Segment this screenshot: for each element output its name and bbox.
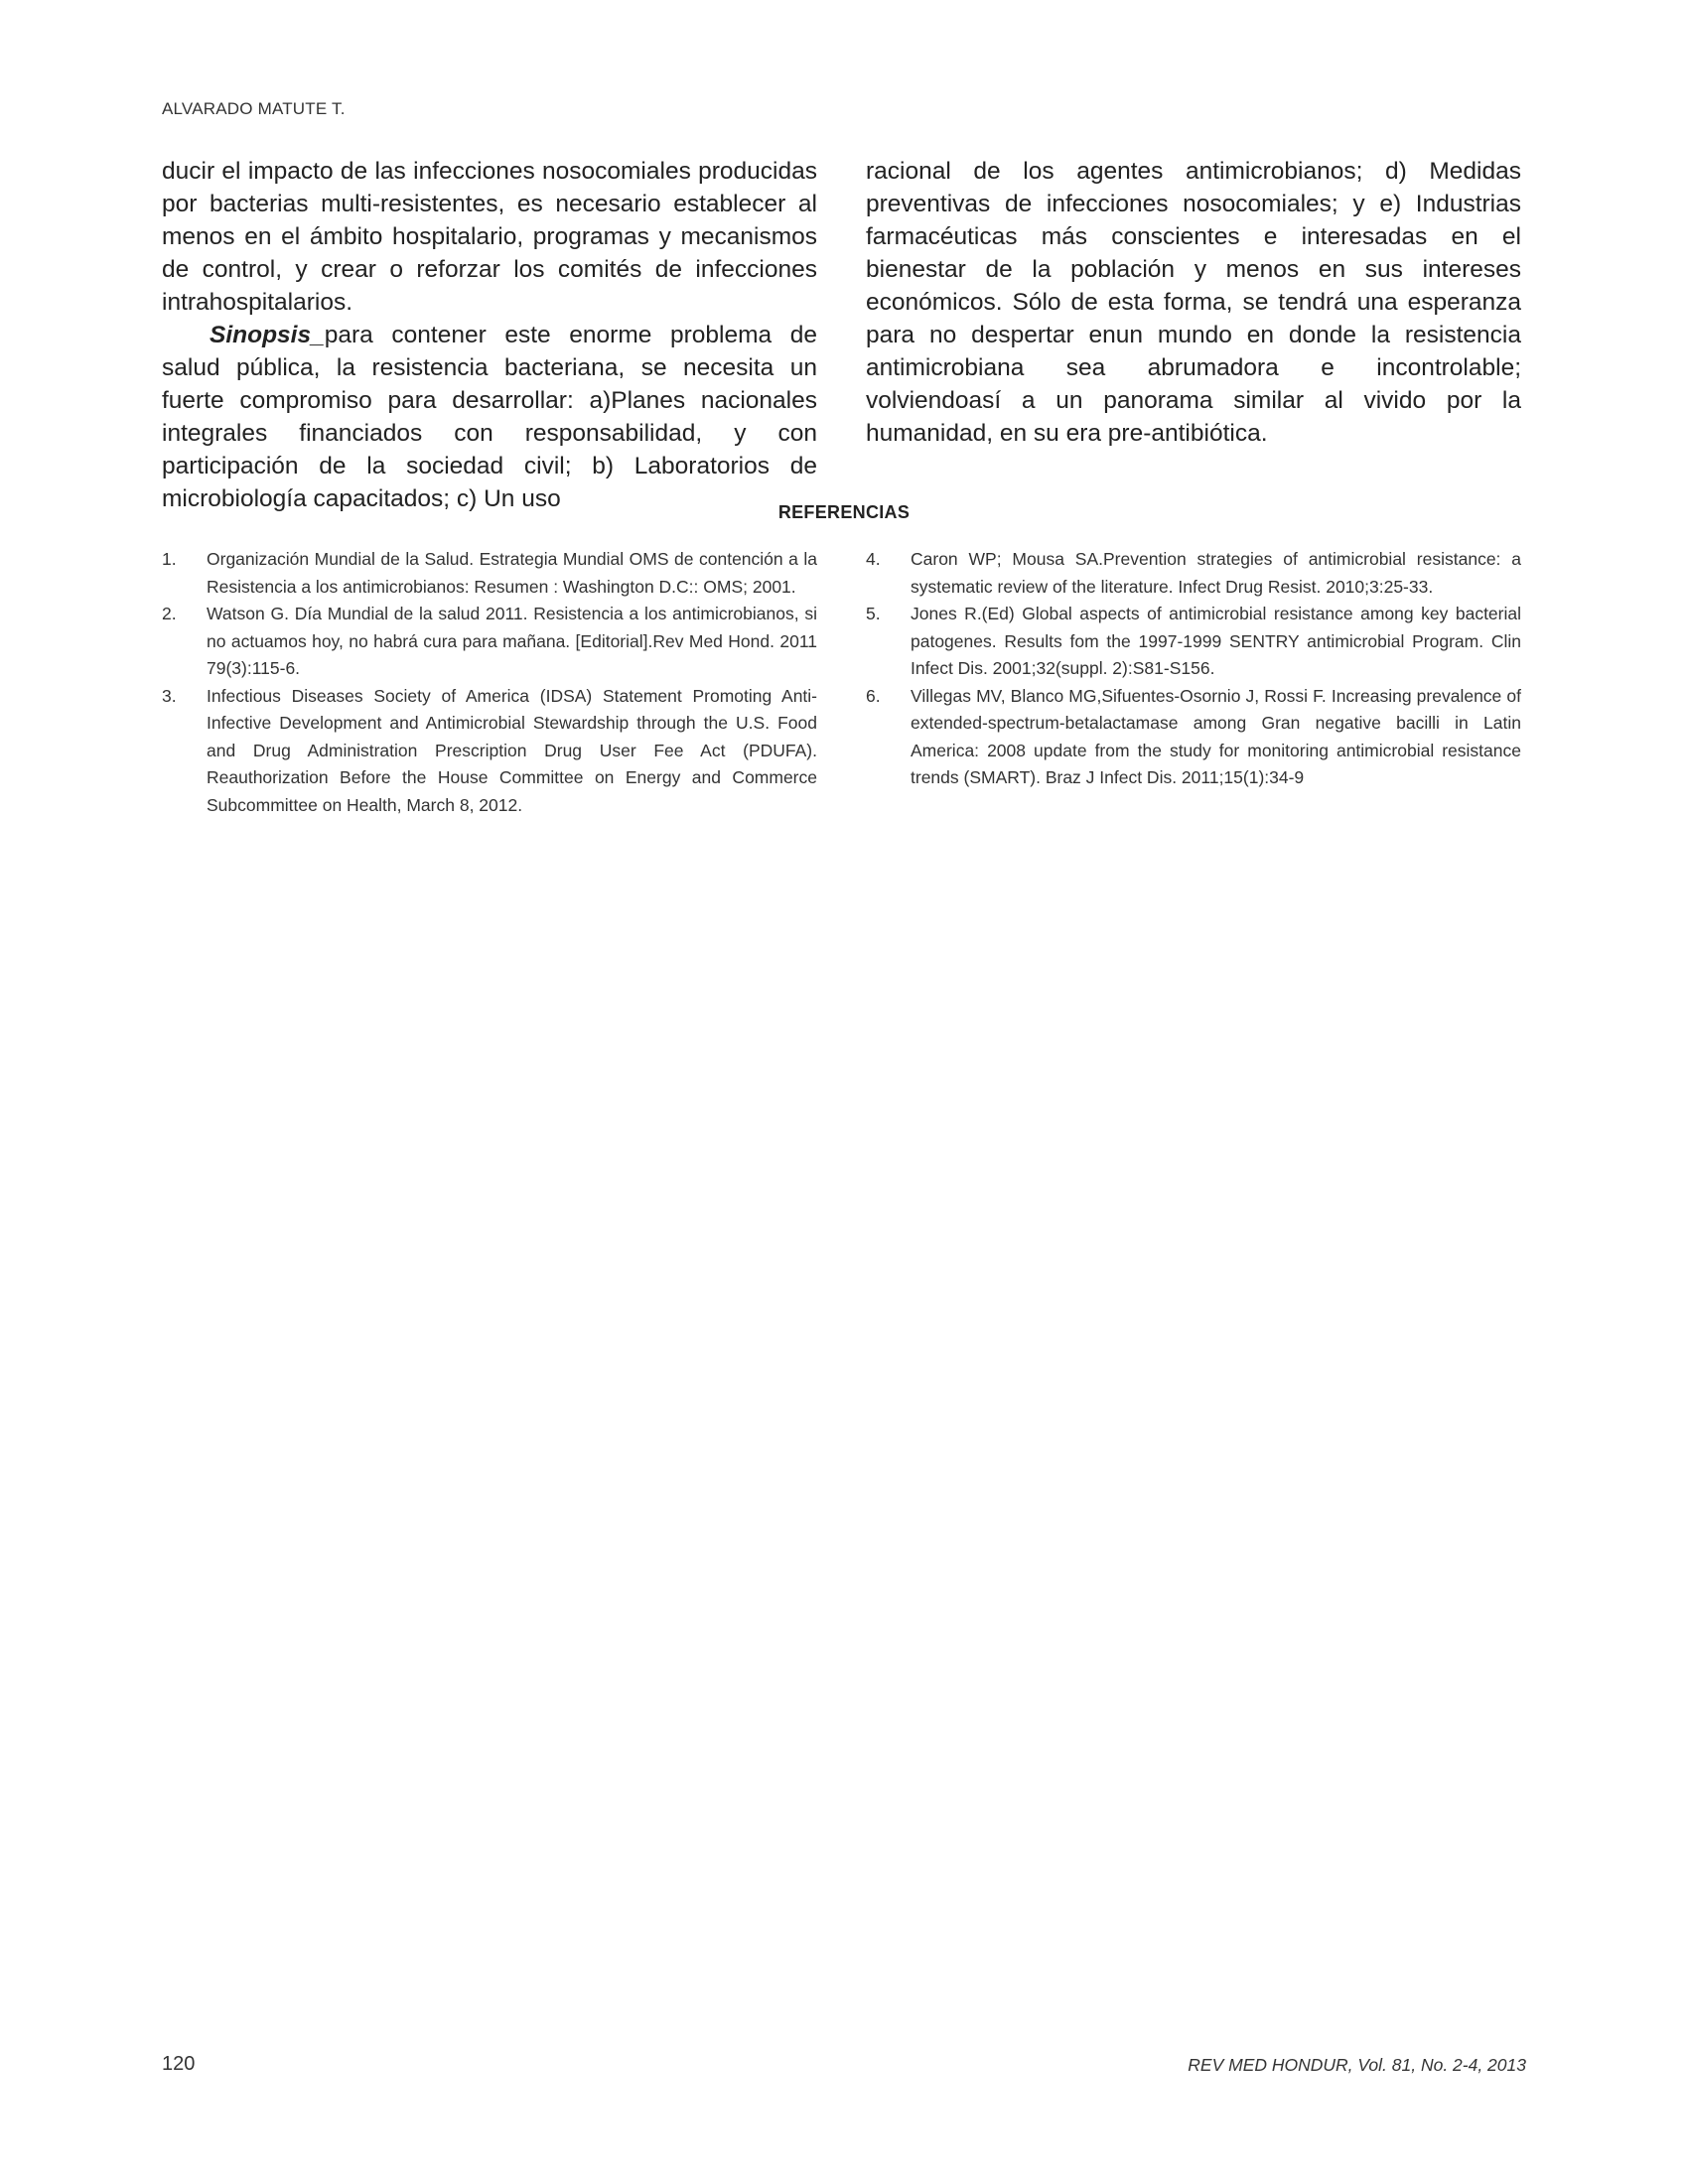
journal-citation: REV MED HONDUR, Vol. 81, No. 2-4, 2013 <box>1188 2055 1526 2075</box>
running-head: ALVARADO MATUTE T. <box>162 99 346 118</box>
reference-number: 5. <box>866 604 881 623</box>
body-column-right <box>866 155 1521 450</box>
reference-item <box>162 601 817 683</box>
reference-item <box>866 546 1521 601</box>
reference-number: 1. <box>162 549 177 569</box>
reference-item <box>866 683 1521 792</box>
reference-text: Infectious Diseases Society of America (IDSA) Statement Promoting Anti-Infective Development and Antimicrobial Stewardship through the U.S. Food and Drug Administration Prescription Drug User Fee Act (PDUFA). Reauthorization Before the House Committee on Energy and Commerce Subcommittee on Health, March 8, 2012. <box>207 685 817 815</box>
reference-text: Caron WP; Mousa SA.Prevention strategies of antimicrobial resistance: a systematic review of the literature. Infect Drug Resist. 2010;3:25-33. <box>911 549 1521 597</box>
reference-item <box>162 546 817 601</box>
reference-text: Jones R.(Ed) Global aspects of antimicrobial resistance among key bacterial patogenes. Results fom the 1997-1999 SENTRY antimicrobial Program. Clin Infect Dis. 2001;32(suppl. 2):S81-S156. <box>911 604 1521 678</box>
reference-number: 4. <box>866 549 881 569</box>
references-column-left <box>162 546 817 819</box>
references-heading: REFERENCIAS <box>777 502 911 522</box>
reference-text: Organización Mundial de la Salud. Estrategia Mundial OMS de contención a la Resistencia a los antimicrobianos: Resumen : Washington D.C:: OMS; 2001. <box>207 549 817 597</box>
reference-number: 2. <box>162 604 177 623</box>
reference-number: 6. <box>866 685 881 706</box>
reference-item <box>866 601 1521 683</box>
reference-text: Watson G. Día Mundial de la salud 2011. Resistencia a los antimicrobianos, si no actuamos hoy, no habrá cura para mañana. [Editorial].Rev Med Hond. 2011 79(3):115-6. <box>207 604 817 678</box>
body-paragraph-sinopsis <box>162 319 817 515</box>
sinopsis-text: para contener este enorme problema de salud pública, la resistencia bacteriana, se necesita un fuerte compromiso para desarrollar: a)Planes nacionales integrales financiados con responsabilidad, y con participación de la sociedad civil; b) Laboratorios de microbiología capacitados; c) Un uso <box>162 322 817 512</box>
body-paragraph: ducir el impacto de las infecciones nosocomiales producidas por bacterias multi-resistentes, es necesario establecer al menos en el ámbito hospitalario, programas y mecanismos de control, y crear o reforzar los comités de infecciones intrahospitalarios. <box>162 158 817 316</box>
body-paragraph: racional de los agentes antimicrobianos; d) Medidas preventivas de infecciones nosocomiales; y e) Industrias farmacéuticas más conscientes e interesadas en el bienestar de la población y menos en sus intereses económicos. Sólo de esta forma, se tendrá una esperanza para no despertar enun mundo en donde la resistencia antimicrobiana sea abrumadora e incontrolable; volviendoasí a un panorama similar al vivido por la humanidad, en su era pre-antibiótica. <box>866 158 1521 447</box>
reference-number: 3. <box>162 685 177 706</box>
page-number: 120 <box>162 2053 196 2075</box>
sinopsis-term: Sinopsis_ <box>210 322 325 348</box>
reference-text: Villegas MV, Blanco MG,Sifuentes-Osornio J, Rossi F. Increasing prevalence of extended-spectrum-betalactamase among Gran negative bacilli in Latin America: 2008 update from the study for monitoring antimicrobial resistance trends (SMART). Braz J Infect Dis. 2011;15(1):34-9 <box>911 685 1521 787</box>
reference-item <box>162 683 817 820</box>
body-column-left <box>162 155 817 515</box>
references-column-right <box>866 546 1521 792</box>
